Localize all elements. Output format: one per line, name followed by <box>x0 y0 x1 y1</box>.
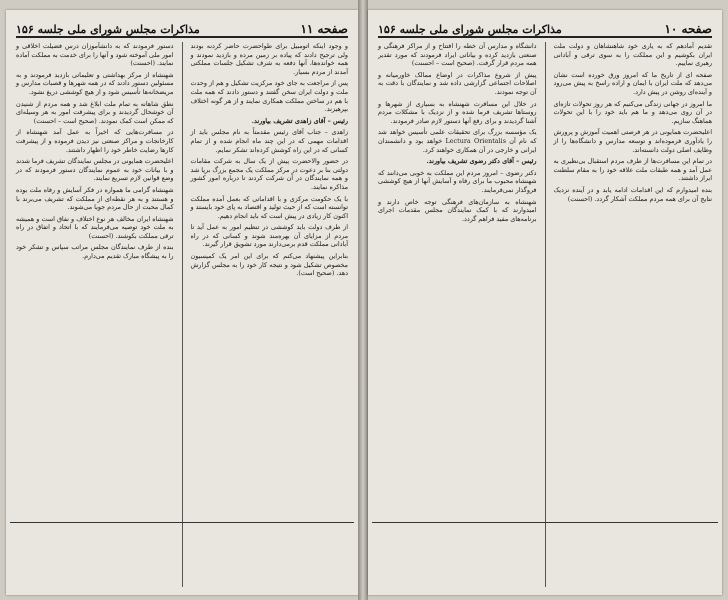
column-left <box>16 42 174 587</box>
paragraph: شهنشاه به سازمان‌های فرهنگی توجه خاص دارند و امیدوارند که با کمک نمایندگان مجلس مقدمات اجرای برنامه‌های مفید فراهم گردد. <box>378 197 537 223</box>
paragraph: صفحه ای از تاریخ ما که امروز ورق خورده است نشان می‌دهد که ملت ایران با ایمان و اراده راسخ به پیش می‌رود و آینده‌ای روشن در پیش دارد. <box>553 70 712 96</box>
left-page-header <box>16 16 348 38</box>
paragraph: بنده امیدوارم که این اقدامات ادامه یابد و در آینده نزدیک نتایج آن برای همه مردم مملکت آشکار گردد. (احسنت) <box>553 185 712 203</box>
paragraph: اعلیحضرت همایونی در هر فرصتی اهمیت آموزش و پرورش را یادآوری فرموده‌اند و توسعه مدارس و دانشگاه‌ها را از وظایف اصلی دولت دانسته‌اند. <box>553 128 712 154</box>
page-gutter <box>358 0 368 600</box>
page-number: صفحه ۱۱ <box>300 22 348 36</box>
header-title: مذاکرات مجلس شورای ملی جلسه ۱۵۶ <box>16 23 200 36</box>
paragraph: در مسافرت‌هایی که اخیراً به عمل آمد شهنشاه از کارخانجات و مراکز صنعتی نیز دیدن فرموده و از پیشرفت کارها رضایت خاطر خود را اظهار داشتند. <box>16 128 174 154</box>
header-title: مذاکرات مجلس شورای ملی جلسه ۱۵۶ <box>378 23 562 36</box>
paragraph: شهنشاه از مرکز بهداشتی و تعلیماتی بازدید فرمودند و به مسئولین دستور دادند که در همه شهرها و قصبات مدارس و مریضخانه‌ها تأسیس شود و از هیچ کوششی دریغ نشود. <box>16 70 174 96</box>
column-left <box>378 42 537 587</box>
paragraph: پس از مراجعت به جای خود مرکزیت تشکیل و هم از وحدت ملت و دولت ایران سخن گفتند و دستور دادند که همه ملت با هم در ساختن مملکت همکاری نمایند و از هر گونه اختلاف بپرهیزند. <box>190 79 348 114</box>
paragraph: شهنشاه ایران مخالف هر نوع اختلاف و نفاق است و همیشه به ملت خود توصیه می‌فرمایند که با اتحاد و اتفاق در راه ترقی مملکت بکوشند. (احسنت) <box>16 214 174 240</box>
bottom-rule <box>10 522 354 523</box>
paragraph: دستور فرمودند که به دانشآموزان درس فضیلت اخلاقی و امور ملی آموخته شود و آنها را برای خدمت به مملکت آماده نمایند. (احسنت) <box>16 42 174 68</box>
paragraph: دکتر رضوی – امروز مردم این مملکت به خوبی می‌دانند که شهنشاه محبوب ما برای رفاه و آسایش آنها از هیچ کوششی فروگذار نمی‌فرمایند. <box>378 168 537 194</box>
paragraph: در خلال این مسافرت شهنشاه به بسیاری از شهرها و روستاها تشریف فرما شده و از نزدیک با مشکلات مردم آشنا گردیدند و برای رفع آنها دستور لازم صادر فرمودند. <box>378 99 537 125</box>
paragraph: رئیس – آقای زاهدی تشریف بیاورند. <box>251 116 348 125</box>
left-page <box>6 10 358 595</box>
paragraph: در تمام این مسافرت‌ها از طرف مردم استقبال بی‌نظیری به عمل آمد و همه طبقات ملت علاقه خود را به مقام سلطنت ابراز داشتند. <box>553 157 712 183</box>
right-page-columns <box>378 42 712 587</box>
paragraph: با یک حکومت مرکزی و با اقداماتی که بعمل آمده مملکت توانسته است که از حیث تولید و اقتصاد به پای خود بایستد و اکنون کار زیادی در پیش است که باید انجام دهیم. <box>190 194 348 220</box>
column-divider <box>182 42 183 587</box>
page-number: صفحه ۱۰ <box>664 22 712 36</box>
paragraph: شهنشاه گرامی ما همواره در فکر آسایش و رفاه ملت بوده و هستند و به هر نقطه‌ای از مملکت که تشریف می‌برند با کمال محبت از حال مردم جویا می‌شوند. <box>16 185 174 212</box>
paragraph: از طرف دولت باید کوششی در تنظیم امور به عمل آید تا مردم از مزایای آن بهره‌مند شوند و کسانی که در راه آبادانی مملکت قدم برمی‌دارند مورد تشویق قرار گیرند. <box>190 223 348 249</box>
paragraph: دانشگاه و مدارس آن خطه را افتتاح و از مراکز فرهنگی و صنعتی بازدید کرده و بیاناتی ایراد فرمودند که مورد تقدیر همه مردم قرار گرفت. (صحیح است – احسنت) <box>378 42 537 68</box>
paragraph: تقدیم آمادهم که به یاری خود شاهنشاهان و دولت ملت ایران بکوشیم و این مملکت را به سوی ترقی و آبادانی رهبری نماییم. <box>553 42 712 68</box>
paragraph: بنابراین پیشنهاد می‌کنم که برای این امر یک کمیسیون مخصوص تشکیل شود و نتیجه کار خود را به مجلس گزارش دهد. (صحیح است). <box>190 252 348 278</box>
paragraph: ما امروز در جهانی زندگی می‌کنیم که هر روز تحولات تازه‌ای در آن روی می‌دهد و ما هم باید خود را با این تحولات هماهنگ سازیم. <box>553 99 712 125</box>
paragraph: و وجود اینکه اتومبیل برای طواحضرت حاضر کردنه بودند ولی ترجیح دادند که پیاده بر زمین مرده و بازدید نمودند و همه خوانده‌ها، آنها دفعه به شرف تشکیل جلسات مملکتی آمدند از مردم بسیار. <box>190 42 348 76</box>
paragraph: یک مؤسسه بزرگ برای تحقیقات علمی تأسیس خواهد شد که نام آن Lectura Orientalis خواهد بود و دانشمندان ایرانی و خارجی در آن همکاری خواهند کرد. <box>378 128 537 154</box>
left-page-columns <box>16 42 348 587</box>
column-divider <box>545 42 546 587</box>
paragraph: رئیس – آقای دکتر رضوی تشریف بیاورند. <box>426 157 537 166</box>
paragraph: اعلیحضرت همایونی در مجلس نمایندگان تشریف فرما شدند و با بیانات خود به عموم نمایندگان دستور فرمودند که در وضع قوانین لازم تسریع نمایند. <box>16 157 174 183</box>
paragraph: در حضور والاحضرت پیش از یک سال به شرکت مقامات دولتی بنا بر دعوت در مرکز مملکت یک مجمع بزرگ برپا شد و همه نمایندگان در آن شرکت کردند تا درباره امور کشور مذاکره نمایند. <box>190 157 348 191</box>
paragraph: بنده از طرف نمایندگان مجلس مراتب سپاس و تشکر خود را به پیشگاه مبارک تقدیم می‌دارم. <box>16 243 174 261</box>
paragraph: پیش از شروع مذاکرات در اوضاع ممالک خاورمیانه و اصلاحات اجتماعی گزارشی داده شد و نمایندگان با دقت به آن توجه نمودند. <box>378 70 537 96</box>
column-right <box>191 42 349 587</box>
right-page <box>368 10 722 595</box>
paragraph: نطق شاهانه به تمام ملت ابلاغ شد و همه مردم از شنیدن آن خوشحال گردیدند و برای پیشرفت امور به هر وسیله‌ای که ممکن است کمک نمودند. (صحیح است – احسنت) <box>16 99 174 125</box>
paragraph: زاهدی – جناب آقای رئیس مقدمتاً به نام مجلس باید از اقدامات مهمی که در این چند ماه انجام شده و از تمام کسانی که در این راه کوشش کرده‌اند تشکر نمایم. <box>190 128 348 154</box>
column-right <box>554 42 713 587</box>
right-page-header <box>378 16 712 38</box>
bottom-rule <box>372 522 718 523</box>
